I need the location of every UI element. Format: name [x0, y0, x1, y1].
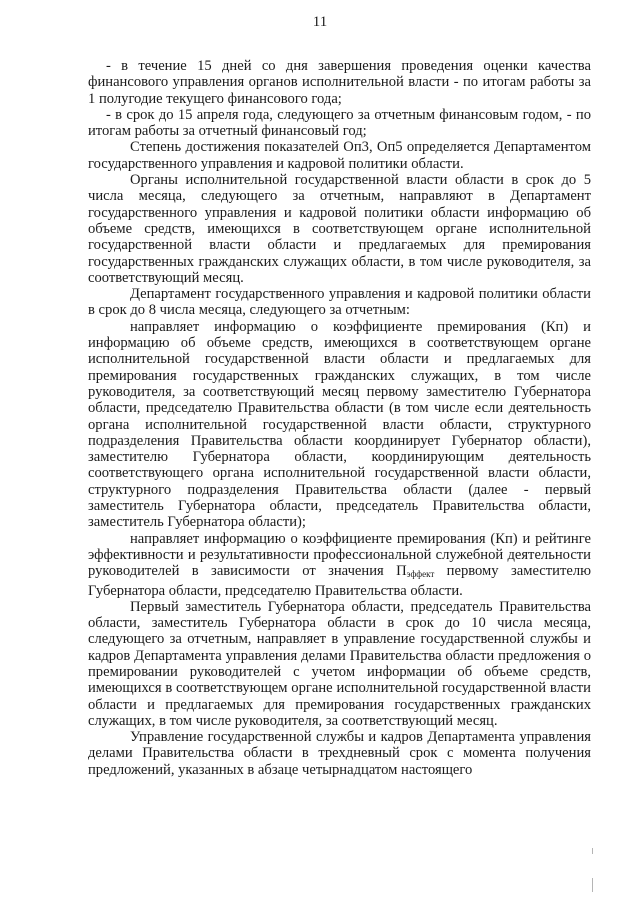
paragraph-authorities-info: Органы исполнительной государственной власти области в срок до 5 числа месяца, следующего за отчетным, направляют в Департамент государственного управления и кадровой политики области информацию об объеме средств, имеющихся в соответствующем органе исполнительной государственной власти области и предлагаемых для премирования государственных гражданских служащих области, в том числе руководителя, за соответствующий месяц. [88, 172, 591, 286]
paragraph-sends-rating-info [88, 531, 591, 599]
paragraph-indicator-degree: Степень достижения показателей Оп3, Оп5 определяется Департаментом государственного управления и кадровой политики области. [88, 139, 591, 172]
effect-subscript: эффект [406, 569, 435, 580]
scan-edge-mark [592, 848, 593, 854]
scan-edge-mark [592, 878, 593, 892]
rating-text-before: направляет информацию о коэффициенте премирования (Кп) и рейтинге эффективности и результативности профессиональной служебной деятельности руководителей в зависимости от значения П [88, 530, 591, 580]
rating-text-after: первому заместителю Губернатора области, председателю Правительства области. [88, 563, 591, 599]
paragraph-first-deputy-proposals: Первый заместитель Губернатора области, председатель Правительства области, заместитель Губернатора области в срок до 10 числа месяца, следующего за отчетным, направляет в управление государственной службы и кадров Департамента управления делами Правительства области предложения о премировании руководителей с учетом информации об объеме средств, имеющихся в соответствующем органе исполнительной государственной власти области и предлагаемых для премирования государственных гражданских служащих, в том числе руководителя, за соответствующий месяц. [88, 598, 591, 729]
paragraph-sends-coefficient-info: направляет информацию о коэффициенте премирования (Кп) и информацию об объеме средств, имеющихся в соответствующем органе исполнительной государственной власти области и предлагаемых для премирования государственных гражданских служащих, в том числе руководителя, за соответствующий месяц первому заместителю Губернатора области, председателю Правительства области (в том числе если деятельность органа исполнительной государственной власти области, структурного подразделения Правительства области координирует Губернатор области), заместителю Губернатора области, координирующим деятельность соответствующего органа исполнительной государственной власти области, структурного подразделения Правительства области (далее - первый заместитель Губернатора области, председатель Правительства области, заместитель Губернатора области); [88, 318, 591, 531]
paragraph-deadline-annual: - в срок до 15 апреля года, следующего за отчетным финансовым годом, - по итогам работы за отчетный финансовый год; [88, 106, 591, 140]
paragraph-civil-service-department: Управление государственной службы и кадров Департамента управления делами Правительства области в трехдневный срок с момента получения предложений, указанных в абзаце четырнадцатом настоящего [88, 729, 591, 778]
page-number: 11 [312, 14, 328, 30]
paragraph-department-deadline: Департамент государственного управления и кадровой политики области в срок до 8 числа месяца, следующего за отчетным: [88, 286, 591, 319]
paragraph-deadline-half-year: - в течение 15 дней со дня завершения проведения оценки качества финансового управления органов исполнительной власти - по итогам работы за 1 полугодие текущего финансового года; [88, 58, 591, 107]
document-body [88, 58, 591, 778]
